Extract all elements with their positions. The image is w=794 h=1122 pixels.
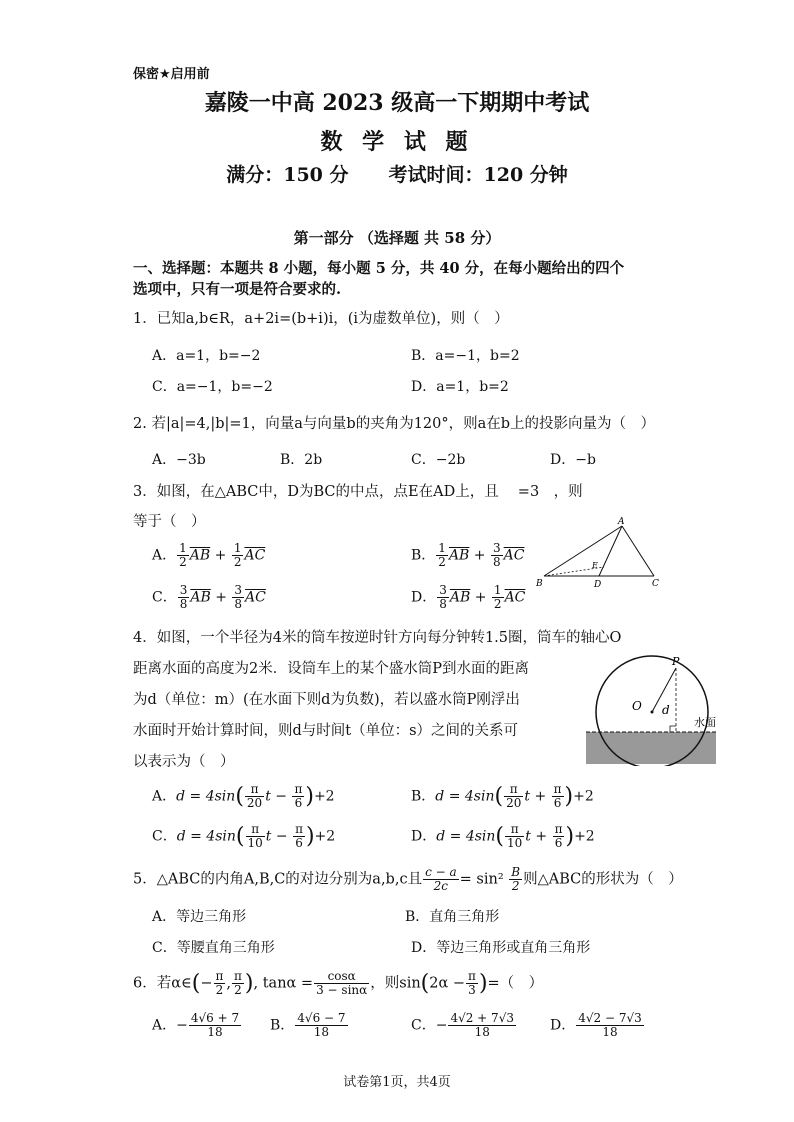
- q6-option-c: C．− $\frac{4√2 + 7√3}{18}$: [411, 1011, 514, 1039]
- page-footer: 试卷第1页，共4页: [343, 1075, 451, 1090]
- q3-stem-line1: 3．如图，在△ABC中，D为BC的中点，点E在AD上，且 =3 ，则: [133, 484, 583, 500]
- q3-option-c: C． $\frac{3}{8}$ $\overline{AB}$ + $\frac{3}{8}$ $\overline{AC}$: [152, 583, 266, 611]
- q6-option-a: A．− $\frac{4√6 + 7}{18}$: [152, 1011, 240, 1039]
- q3-option-d: D． $\frac{3}{8}$ $\overline{AB}$ + $\frac{1}{2}$ $\overline{AC}$: [411, 583, 526, 611]
- q1-stem: 1．已知a,b∈R，a+2i=(b+i)i，(i为虚数单位)，则（ ）: [133, 311, 509, 327]
- water-region: [586, 732, 716, 764]
- q4-option-a: A．d = 4sin( $\frac{\pi}{20}$ t − $\frac{\pi}{6}$ )+2: [152, 782, 335, 810]
- q1-option-a: A．a=1，b=−2: [152, 348, 261, 364]
- label-E: E: [592, 561, 598, 570]
- label-C: C: [652, 579, 659, 589]
- q5-option-d: D．等边三角形或直角三角形: [411, 940, 591, 956]
- q6-option-d: D． $\frac{4√2 - 7√3}{18}$: [550, 1011, 642, 1039]
- section-instruction-line1: 一、选择题：本题共 8 小题，每小题 5 分，共 40 分，在每小题给出的四个: [133, 260, 625, 277]
- part-heading: 第一部分 （选择题 共 58 分）: [293, 229, 501, 247]
- q5-option-b: B．直角三角形: [405, 909, 500, 925]
- q3-option-a: A． $\frac{1}{2}$ $\overline{AB}$ + $\frac{1}{2}$ $\overline{AC}$: [152, 541, 266, 569]
- q2-stem: 2. 若|a|=4,|b|=1，向量a与向量b的夹角为120°，则a在b上的投影向量为（ ）: [133, 416, 656, 432]
- q4-option-b: B．d = 4sin( $\frac{\pi}{20}$ t + $\frac{\pi}{6}$ )+2: [411, 782, 594, 810]
- q3-stem-line2: 等于（ ）: [133, 514, 206, 530]
- q3-option-b: B． $\frac{1}{2}$ $\overline{AB}$ + $\frac{3}{8}$ $\overline{AC}$: [411, 541, 525, 569]
- confidential-mark: 保密★启用前: [133, 67, 210, 82]
- q5-stem: 5．△ABC的内角A,B,C的对边分别为a,b,c且 $\frac{c - a}{2c}$ = sin² $\frac{B}{2}$ 则△ABC的形状为（ ）: [133, 865, 683, 893]
- full-score: 满分：150 分: [226, 164, 349, 186]
- exam-subject: 数 学 试 题: [320, 129, 474, 155]
- section-instruction-line2: 选项中，只有一项是符合要求的.: [133, 281, 342, 298]
- triangle-figure: [534, 516, 664, 592]
- q6-option-b: B． $\frac{4√6 - 7}{18}$: [270, 1011, 346, 1039]
- q5-option-a: A．等边三角形: [152, 909, 247, 925]
- q4-line1: 4．如图，一个半径为4米的筒车按逆时针方向每分钟转1.5圈，筒车的轴心O: [133, 630, 622, 646]
- q4-line5: 以表示为（ ）: [133, 754, 235, 770]
- label-water: 水面: [694, 716, 716, 729]
- label-D: D: [594, 580, 602, 590]
- q4-line4: 水面时开始计算时间，则d与时间t（单位：s）之间的关系可: [133, 723, 519, 739]
- exam-meta: [0, 160, 794, 187]
- q1-option-d: D．a=1，b=2: [411, 379, 509, 395]
- water-wheel-figure: [584, 650, 724, 766]
- q6-stem: 6．若α∈(− $\frac{\pi}{2}$ , $\frac{\pi}{2}$ ), tanα = $\frac{\cos\alpha}{3 - \sin\alpha}$ ，则sin(2α − $\frac{\pi}{3}$ )=（ ）: [133, 969, 544, 997]
- q1-option-c: C．a=−1，b=−2: [152, 379, 273, 395]
- exam-time: 考试时间：120 分钟: [388, 164, 568, 186]
- q2-option-d: D．−b: [550, 452, 596, 468]
- q2-option-a: A．−3b: [152, 452, 206, 468]
- q5-option-c: C．等腰直角三角形: [152, 940, 275, 956]
- q2-option-c: C．−2b: [411, 452, 466, 468]
- label-d: d: [662, 703, 670, 717]
- exam-title: 嘉陵一中高 2023 级高一下期期中考试: [204, 90, 590, 116]
- q4-option-d: D．d = 4sin( $\frac{\pi}{10}$ t + $\frac{\pi}{6}$ )+2: [411, 822, 595, 850]
- label-A: A: [618, 517, 625, 527]
- q2-option-b: B．2b: [280, 452, 323, 468]
- q4-line2: 距离水面的高度为2米．设筒车上的某个盛水筒P到水面的距离: [133, 661, 529, 677]
- q4-option-c: C．d = 4sin( $\frac{\pi}{10}$ t − $\frac{\pi}{6}$ )+2: [152, 822, 336, 850]
- label-B: B: [536, 579, 543, 589]
- q4-line3: 为d（单位：m）(在水面下则d为负数)，若以盛水筒P刚浮出: [133, 692, 520, 708]
- q1-option-b: B．a=−1，b=2: [411, 348, 520, 364]
- label-O: O: [632, 699, 642, 713]
- label-P: P: [672, 655, 680, 668]
